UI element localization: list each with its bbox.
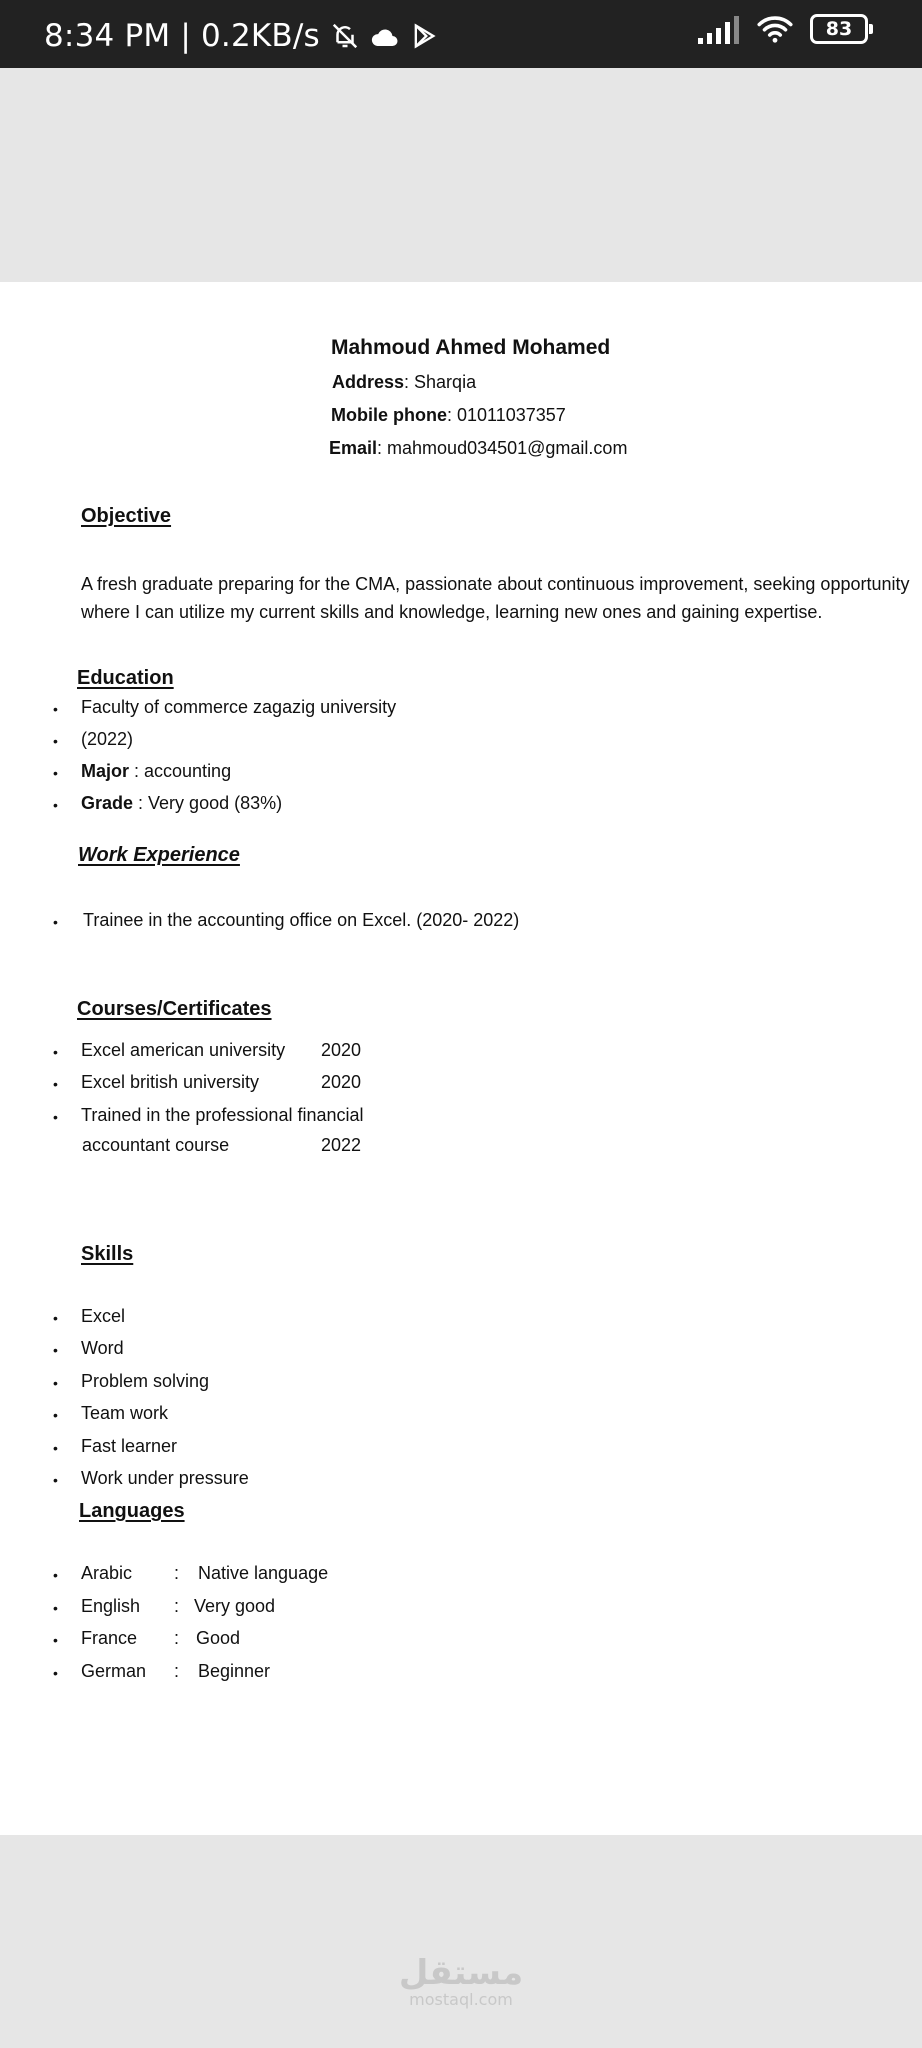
course-year: 2020 [321, 1072, 362, 1092]
bullet: • [53, 1567, 58, 1583]
email-label: Email [329, 438, 378, 458]
grade-label: Grade [81, 793, 134, 813]
battery-icon: 83 [810, 14, 868, 44]
resume-page [0, 282, 922, 1835]
play-store-icon [410, 22, 438, 50]
bullet: • [53, 1665, 58, 1681]
work-experience-heading: Work Experience [78, 844, 240, 866]
bullet: • [53, 1375, 58, 1391]
bullet: • [53, 1109, 58, 1125]
course-name: Trained in the professional financial [81, 1105, 364, 1125]
language-name: English [81, 1596, 141, 1616]
mostaql-watermark [0, 1955, 922, 2009]
address-value: : Sharqia [404, 372, 477, 392]
education-major [81, 761, 231, 782]
language-separator: : [174, 1563, 180, 1583]
bullet: • [53, 1407, 58, 1423]
course-name: Excel british university [81, 1072, 260, 1092]
skill-item: Team work [81, 1403, 169, 1423]
skills-heading: Skills [81, 1243, 134, 1265]
bullet: • [53, 1342, 58, 1358]
objective-line-2: where I can utilize my current skills and knowledge, learning new ones and gaining expertise. [81, 602, 823, 622]
status-right [698, 14, 868, 44]
language-name: German [81, 1661, 147, 1681]
bullet: • [53, 914, 58, 930]
network-speed: 0.2KB/s [200, 18, 320, 54]
languages-heading: Languages [79, 1500, 185, 1522]
education-item: (2022) [81, 729, 134, 749]
bullet: • [53, 797, 58, 813]
work-item: Trainee in the accounting office on Excel. (2020- 2022) [83, 910, 520, 930]
education-heading: Education [77, 667, 174, 689]
language-level: Native language [198, 1563, 329, 1583]
language-level: Very good [194, 1596, 276, 1616]
language-level: Beginner [198, 1661, 271, 1681]
education-item: Faculty of commerce zagazig university [81, 697, 397, 717]
bullet: • [53, 1440, 58, 1456]
wifi-icon [756, 14, 794, 44]
muted-bell-icon [330, 21, 360, 51]
course-name-continued: accountant course [82, 1135, 230, 1155]
skill-item: Fast learner [81, 1436, 178, 1456]
language-separator: : [174, 1628, 180, 1648]
bullet: • [53, 701, 58, 717]
skill-item: Word [81, 1338, 124, 1358]
course-year: 2022 [321, 1135, 362, 1155]
bullet: • [53, 733, 58, 749]
courses-heading: Courses/Certificates [77, 998, 272, 1020]
status-separator: | [180, 18, 191, 54]
skill-item: Excel [81, 1306, 126, 1326]
bullet: • [53, 1044, 58, 1060]
bullet: • [53, 1472, 58, 1488]
skill-item: Work under pressure [81, 1468, 249, 1488]
language-name: Arabic [81, 1563, 133, 1583]
cloud-icon [370, 24, 400, 48]
education-grade [81, 793, 282, 814]
address-label: Address [332, 372, 405, 392]
language-level: Good [196, 1628, 241, 1648]
status-left [44, 18, 438, 54]
email-value: : mahmoud034501@gmail.com [377, 438, 628, 458]
objective-heading: Objective [81, 505, 172, 527]
phone-label: Mobile phone [331, 405, 447, 425]
phone-line [331, 405, 566, 426]
clock: 8:34 PM [44, 18, 171, 54]
major-value: : accounting [129, 761, 232, 781]
bullet: • [53, 1076, 58, 1092]
bullet: • [53, 765, 58, 781]
objective-line-1: A fresh graduate preparing for the CMA, passionate about continuous improvement, seeking opportunity [81, 574, 910, 594]
skill-item: Problem solving [81, 1371, 210, 1391]
address-line [332, 372, 476, 393]
status-bar [0, 0, 922, 68]
course-name: Excel american university [81, 1040, 286, 1060]
candidate-name: Mahmoud Ahmed Mohamed [331, 336, 611, 359]
signal-icon [698, 14, 740, 44]
major-label: Major [81, 761, 130, 781]
course-year: 2020 [321, 1040, 362, 1060]
bullet: • [53, 1310, 58, 1326]
grade-value: : Very good (83%) [133, 793, 283, 813]
phone-value: : 01011037357 [447, 405, 566, 425]
language-separator: : [174, 1596, 180, 1616]
bullet: • [53, 1600, 58, 1616]
language-separator: : [174, 1661, 180, 1681]
watermark-latin: mostaql.com [409, 1990, 513, 2009]
language-name: France [81, 1628, 138, 1648]
email-line [329, 438, 627, 459]
bullet: • [53, 1632, 58, 1648]
watermark-arabic: مستقل [398, 1953, 524, 1993]
